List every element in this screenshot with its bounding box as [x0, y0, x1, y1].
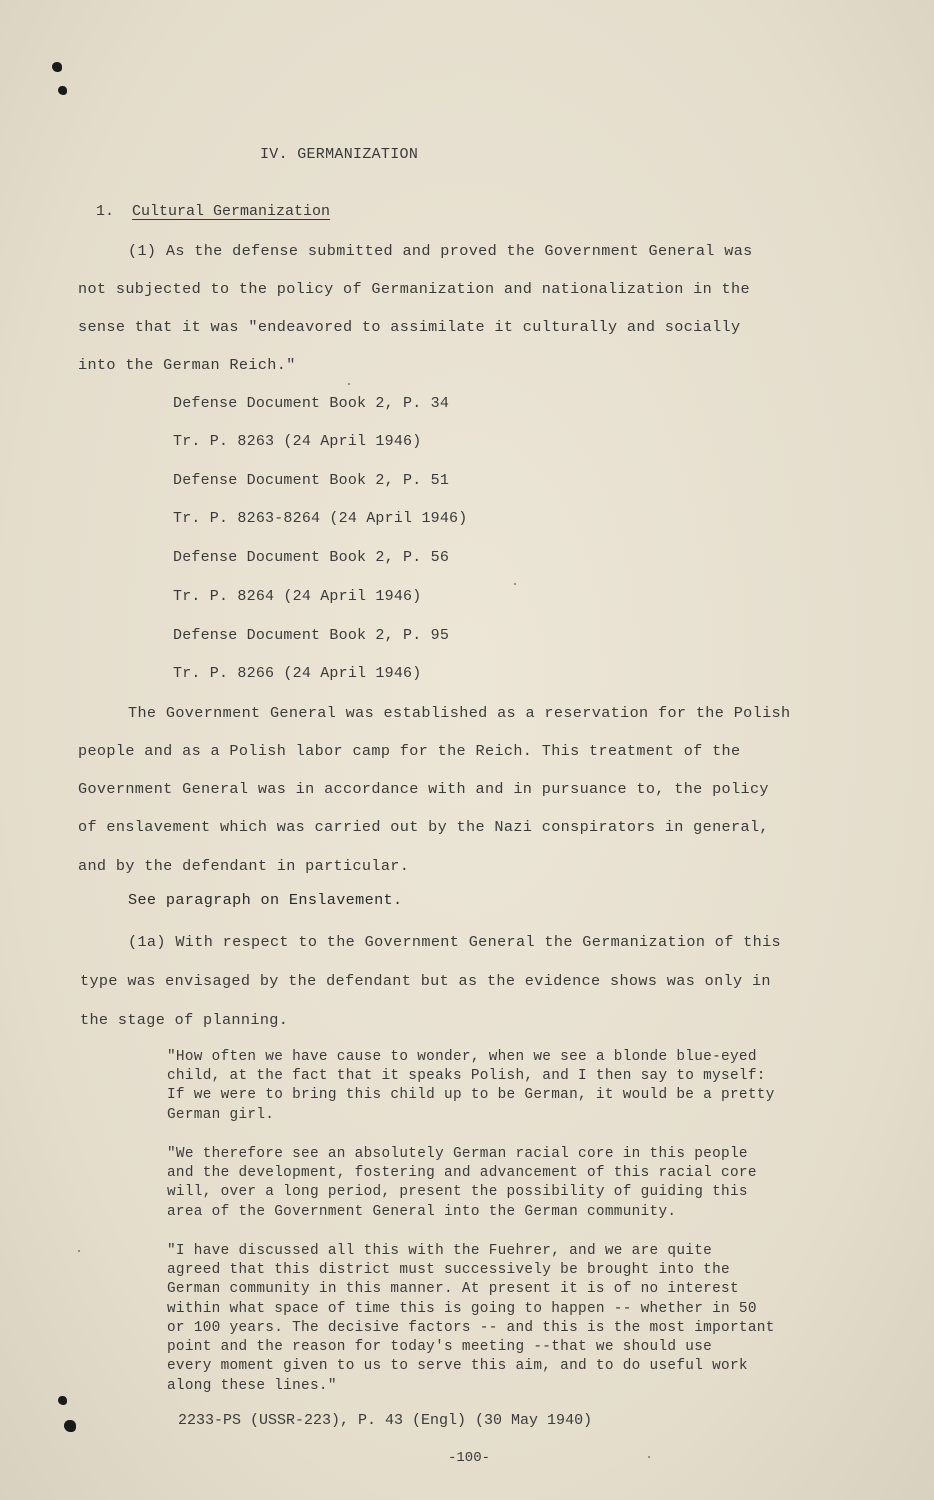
quote1-line: "How often we have cause to wonder, when we see a blonde blue-eyed: [167, 1049, 757, 1065]
quote3-line: along these lines.": [167, 1378, 337, 1394]
subsection-number: 1.: [96, 203, 115, 220]
para1-line: into the German Reich.": [78, 356, 296, 374]
quote2-line: and the development, fostering and advancement of this racial core: [167, 1165, 757, 1181]
citation-line: Defense Document Book 2, P. 95: [173, 627, 450, 644]
quote3-line: German community in this manner. At present it is of no interest: [167, 1281, 739, 1297]
para2-line: and by the defendant in particular.: [78, 857, 410, 875]
page-number: -100-: [448, 1450, 491, 1466]
citation-line: Tr. P. 8263 (24 April 1946): [173, 433, 422, 450]
para2-line: Government General was in accordance with and in pursuance to, the policy: [78, 780, 769, 798]
quote1-line: child, at the fact that it speaks Polish, and I then say to myself:: [167, 1068, 766, 1084]
quote3-line: "I have discussed all this with the Fuehrer, and we are quite: [167, 1243, 713, 1259]
subsection-title-text: Cultural Germanization: [132, 203, 331, 220]
quote2-line: "We therefore see an absolutely German racial core in this people: [167, 1146, 748, 1162]
subsection-title: [96, 203, 330, 220]
binder-hole-bottom-2: [64, 1420, 76, 1432]
quote3-line: or 100 years. The decisive factors -- and this is the most important: [167, 1320, 775, 1336]
citation-line: Defense Document Book 2, P. 51: [173, 472, 450, 489]
quote2-line: area of the Government General into the German community.: [167, 1204, 677, 1220]
para2-line: of enslavement which was carried out by the Nazi conspirators in general,: [78, 818, 769, 836]
citation-line: Tr. P. 8263-8264 (24 April 1946): [173, 510, 468, 527]
para3-line: the stage of planning.: [80, 1011, 289, 1029]
binder-hole-bottom-1: [58, 1396, 67, 1405]
quote1-line: If we were to bring this child up to be German, it would be a pretty: [167, 1087, 775, 1103]
citation-line: Defense Document Book 2, P. 34: [173, 395, 450, 412]
citation-line: Defense Document Book 2, P. 56: [173, 549, 450, 566]
section-heading: IV. GERMANIZATION: [260, 146, 419, 163]
para2-line: people and as a Polish labor camp for the Reich. This treatment of the: [78, 742, 741, 760]
para1-line: (1) As the defense submitted and proved the Government General was: [128, 242, 753, 260]
binder-hole-top-1: [52, 62, 62, 72]
paper-speck: [514, 583, 516, 585]
binder-hole-top-2: [58, 86, 67, 95]
quote3-line: point and the reason for today's meeting --that we should use: [167, 1339, 713, 1355]
para3-line: (1a) With respect to the Government General the Germanization of this: [128, 933, 782, 951]
para1-line: not subjected to the policy of Germanization and nationalization in the: [78, 280, 750, 298]
paper-speck: [348, 383, 350, 385]
paper-speck: [78, 1250, 80, 1252]
quote2-line: will, over a long period, present the possibility of guiding this: [167, 1184, 748, 1200]
quote3-line: every moment given to us to serve this aim, and to do useful work: [167, 1358, 748, 1374]
quote3-line: within what space of time this is going to happen -- whether in 50: [167, 1301, 757, 1317]
see-reference: See paragraph on Enslavement.: [128, 891, 403, 909]
citation-line: Tr. P. 8264 (24 April 1946): [173, 588, 422, 605]
quote1-line: German girl.: [167, 1107, 275, 1123]
citation-line: Tr. P. 8266 (24 April 1946): [173, 665, 422, 682]
paper-speck: [648, 1456, 650, 1458]
para2-line: The Government General was established as a reservation for the Polish: [128, 704, 791, 722]
para3-line: type was envisaged by the defendant but as the evidence shows was only in: [80, 972, 771, 990]
source-citation: 2233-PS (USSR-223), P. 43 (Engl) (30 May 1940): [178, 1412, 593, 1429]
quote3-line: agreed that this district must successively be brought into the: [167, 1262, 730, 1278]
para1-line: sense that it was "endeavored to assimilate it culturally and socially: [78, 318, 741, 336]
